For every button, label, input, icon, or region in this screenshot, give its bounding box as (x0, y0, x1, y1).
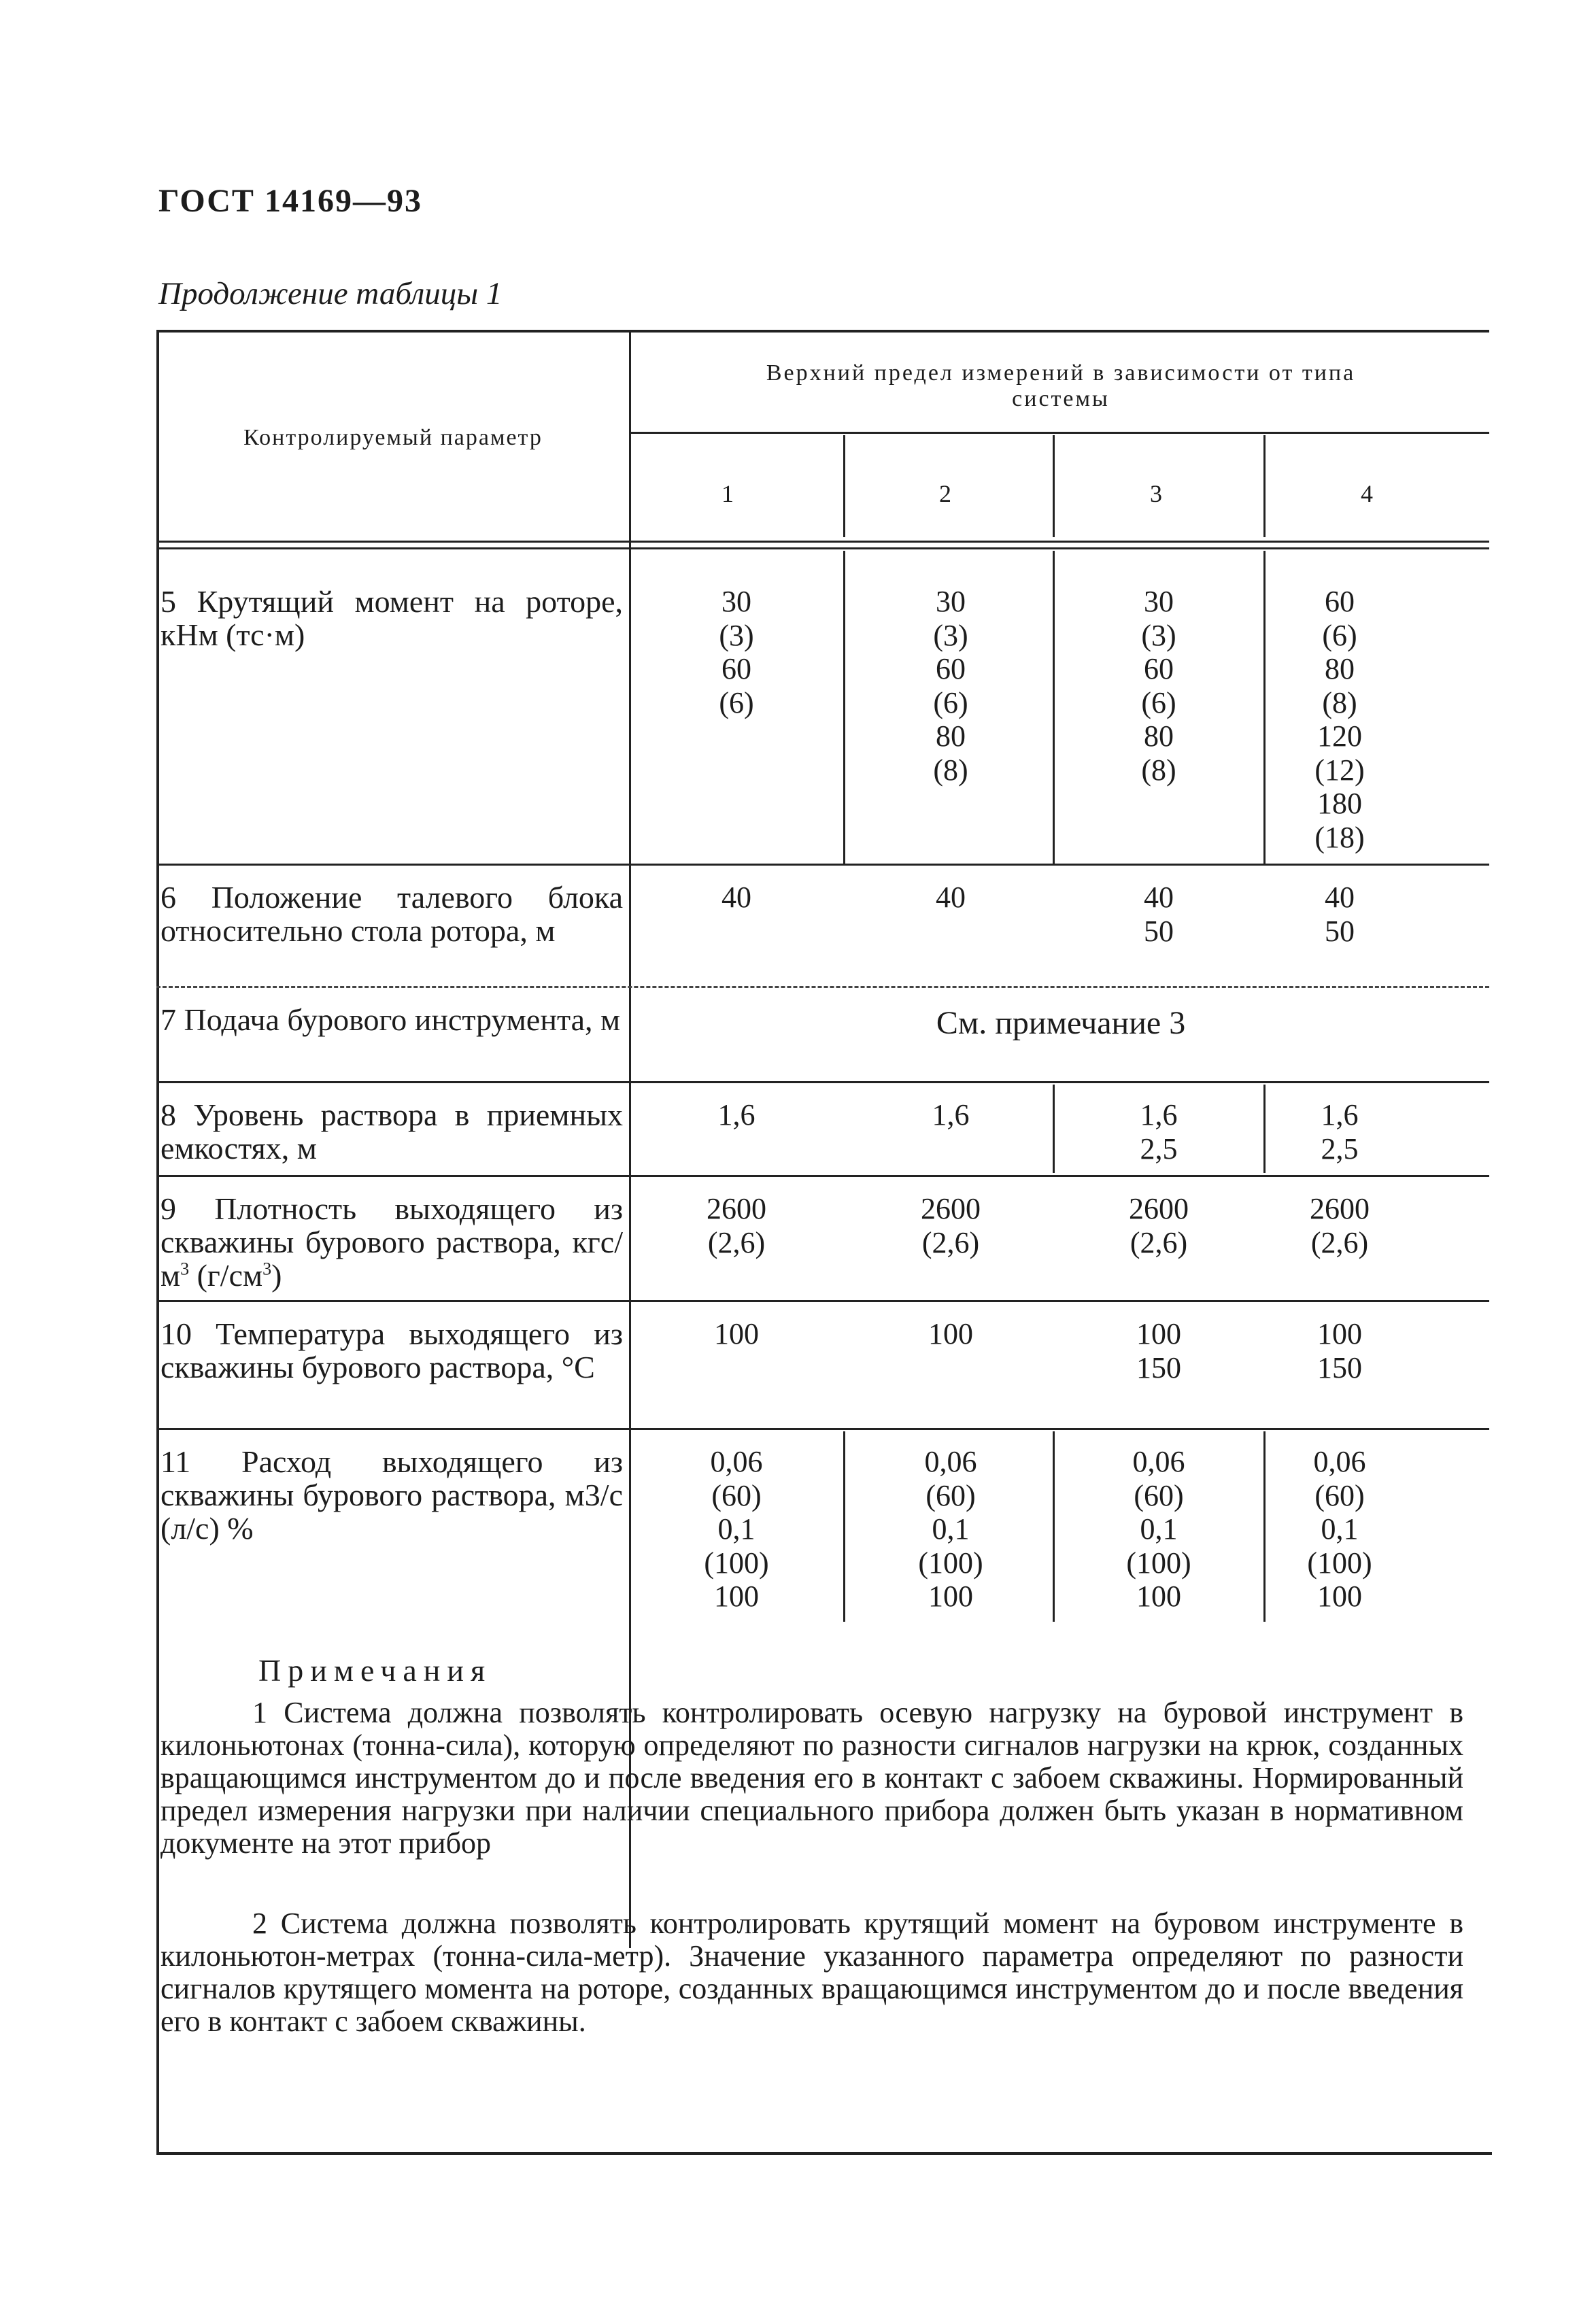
note-2: 2 Система должна позволять контролировать крутящий момент на буровом инструменте в килоньютон-метрах (тонна-сила-метр). Значение указанного параметра определяют по разности сигналов крутящего момента на роторе, созданных вращающимся инструментом до и после введения его в контакт с забоем скважины. (160, 1907, 1463, 2038)
table-caption: Продолжение таблицы 1 (158, 276, 503, 311)
row-8-param: 8 Уровень раствора в приемных емкостях, м (160, 1097, 623, 1165)
row-11-value-2: 0,06 (60) 0,1 (100) 100 (918, 1445, 983, 1613)
row-5-value-2: 30 (3) 60 (6) 80 (8) (933, 585, 968, 787)
table-top-border (156, 330, 1489, 333)
row-10-rule (156, 1428, 1489, 1430)
row-5-value-1: 30 (3) 60 (6) (719, 585, 754, 719)
row-8-divider-2 (1053, 1085, 1055, 1173)
row-6-value-1: 40 (721, 881, 751, 914)
row-5-divider-1 (843, 551, 845, 864)
row-11-divider-3 (1263, 1431, 1266, 1622)
row-11-value-1: 0,06 (60) 0,1 (100) 100 (704, 1445, 769, 1613)
row-11-divider-2 (1053, 1431, 1055, 1622)
row-10-param: 10 Температура выходящего из скважины бурового раствора, °С (160, 1316, 623, 1384)
row-6-value-4: 40 50 (1325, 881, 1355, 948)
note-1: 1 Система должна позволять контролировать осевую нагрузку на буровой инструмент в килоньютонах (тонна-сила), которую определяют по разности сигналов нагрузки на крюк, созданных вращающимся инструментом до и после введения его в контакт с забоем скважины. Нормированный предел измерения нагрузки при наличии специального прибора должен быть указан в нормативном документе на этот прибор (160, 1696, 1463, 1860)
row-10-value-1: 100 (714, 1317, 759, 1350)
row-11-value-4: 0,06 (60) 0,1 (100) 100 (1307, 1445, 1372, 1613)
row-7-param: 7 Подача бурового инструмента, м (160, 1002, 621, 1037)
row-8-value-1: 1,6 (717, 1098, 755, 1131)
row-9-value-1: 2600 (2,6) (707, 1192, 766, 1259)
header-rule-2 (156, 547, 1489, 549)
row-8-rule (156, 1175, 1489, 1177)
system-type-4: 4 (1361, 480, 1373, 507)
row-11-divider-1 (843, 1431, 845, 1622)
row-8-value-2: 1,6 (932, 1098, 970, 1131)
row-6-rule (156, 986, 1489, 988)
group-header: Верхний предел измерений в зависимости от типа системы (766, 360, 1356, 411)
row-9-value-3: 2600 (2,6) (1129, 1192, 1189, 1259)
row-5-param: 5 Крутящий момент на роторе, кНм (тс·м) (160, 584, 623, 652)
row-7-note-reference: См. примечание 3 (936, 1005, 1186, 1041)
row-6-value-2: 40 (936, 881, 966, 914)
row-9-rule (156, 1300, 1489, 1302)
group-header-rule (629, 432, 1489, 434)
row-10-value-3: 100 150 (1136, 1317, 1181, 1384)
header-col-divider-1 (843, 435, 845, 537)
document-designation: ГОСТ 14169—93 (158, 183, 422, 219)
notes-title: Примечания (258, 1653, 492, 1688)
row-5-value-4: 60 (6) 80 (8) 120 (12) 180 (18) (1314, 585, 1365, 854)
system-type-1: 1 (721, 480, 734, 507)
row-8-divider-3 (1263, 1085, 1266, 1173)
row-9-value-4: 2600 (2,6) (1310, 1192, 1370, 1259)
row-8-value-3: 1,6 2,5 (1140, 1098, 1178, 1165)
row-10-value-4: 100 150 (1317, 1317, 1362, 1384)
row-5-divider-2 (1053, 551, 1055, 864)
param-header: Контролируемый параметр (243, 425, 543, 450)
row-5-divider-3 (1263, 551, 1266, 864)
row-8-value-4: 1,6 2,5 (1321, 1098, 1359, 1165)
row-6-param: 6 Положение талевого блока относительно стола ротора, м (160, 880, 623, 948)
row-6-value-3: 40 50 (1144, 881, 1174, 948)
header-col-divider-2 (1053, 435, 1055, 537)
row-10-value-2: 100 (928, 1317, 973, 1350)
row-9-param: 9 Плотность выходящего из скважины бурового раствора, кгс/$м^3$ $(г/см^3)$ (160, 1191, 623, 1293)
row-11-value-3: 0,06 (60) 0,1 (100) 100 (1126, 1445, 1191, 1613)
header-rule-1 (156, 541, 1489, 543)
system-type-3: 3 (1150, 480, 1162, 507)
row-7-rule (156, 1081, 1489, 1083)
row-5-value-3: 30 (3) 60 (6) 80 (8) (1141, 585, 1176, 787)
row-9-value-2: 2600 (2,6) (921, 1192, 981, 1259)
system-type-2: 2 (939, 480, 951, 507)
header-col-divider-3 (1263, 435, 1266, 537)
row-5-rule (156, 864, 1489, 866)
row-11-param: 11 Расход выходящего из скважины бурового раствора, м3/с (л/с) % (160, 1444, 623, 1546)
